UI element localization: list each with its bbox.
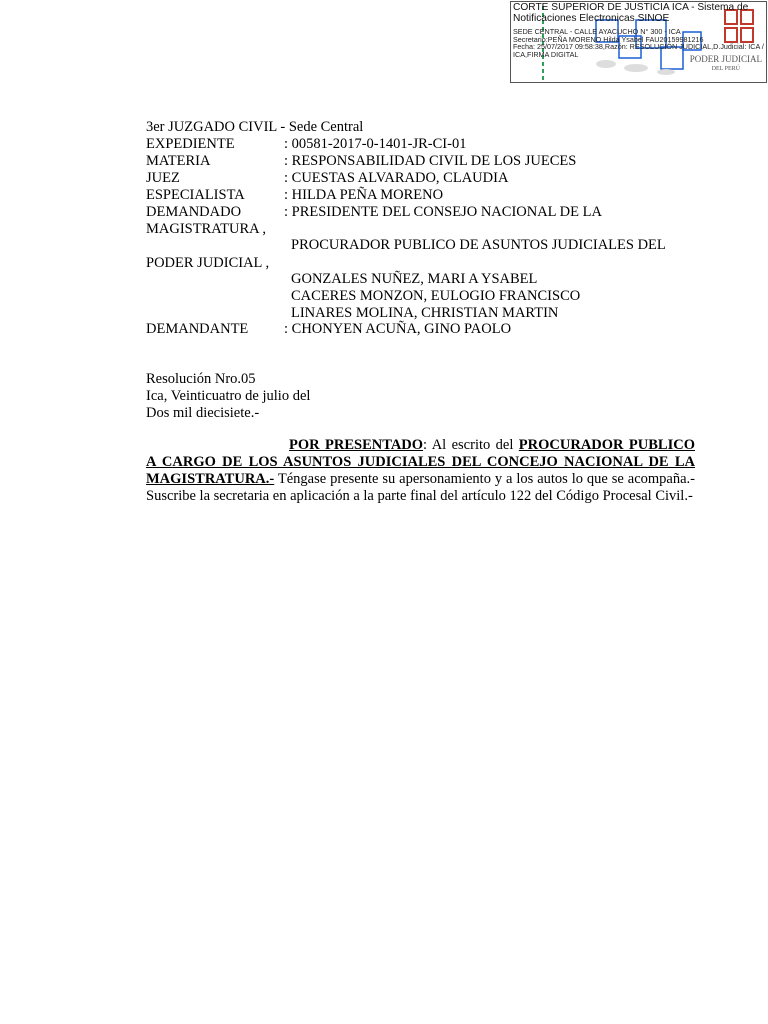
logo-sub: DEL PERÚ	[711, 66, 740, 72]
field-label-juez: JUEZ	[146, 170, 180, 186]
case-header	[146, 119, 363, 136]
stamp-line-address: SEDE CENTRAL - CALLE AYACUCHO N° 300 - ICA	[513, 27, 681, 36]
resolution-block	[146, 371, 310, 422]
poder-judicial-logo	[690, 54, 762, 74]
demandado-item-4: CACERES MONZON, EULOGIO FRANCISCO	[291, 288, 581, 304]
party-name-bold: PROCURADOR PUBLICO A CARGO DE LOS ASUNTOS JUDICIALES DEL CONCEJO NACIONAL DE LA MAGISTRATURA.-	[146, 437, 695, 487]
demandado-continuation-1: MAGISTRATURA ,	[146, 221, 267, 237]
field-label-demandante: DEMANDANTE	[146, 321, 249, 337]
resolution-number: Resolución Nro.05	[146, 371, 256, 387]
field-value-demandado: : PRESIDENTE DEL CONSEJO NACIONAL DE LA	[284, 204, 602, 220]
field-value-materia: : RESPONSABILIDAD CIVIL DE LOS JUECES	[284, 153, 577, 169]
stamp-line-date: Fecha: 25/07/2017 09:58:38,Razón: RESOLUCIÓN JUDICIAL,D.Judicial: ICA / ICA,FIRMA DIGITAL	[513, 42, 764, 59]
field-value-demandante: : CHONYEN ACUÑA, GINO PAOLO	[284, 321, 512, 337]
demandante-row	[146, 321, 248, 338]
lead-phrase: POR PRESENTADO	[289, 437, 424, 453]
demandado-item-5: LINARES MOLINA, CHRISTIAN MARTIN	[291, 305, 559, 321]
stamp-line-secretary: Secretario:PEÑA MORENO Hilda Ysabel FAU20159981216	[513, 34, 704, 44]
field-label-materia: MATERIA	[146, 153, 211, 169]
demandado-continuation-2: PODER JUDICIAL ,	[146, 255, 270, 271]
field-value-juez: : CUESTAS ALVARADO, CLAUDIA	[284, 170, 509, 186]
lead-connector: : Al escrito del	[423, 437, 519, 453]
field-value-especialista: : HILDA PEÑA MORENO	[284, 187, 444, 203]
logo-name: PODER JUDICIAL	[689, 54, 762, 64]
body-rest: Téngase presente su apersonamiento y a los autos lo que se acompaña.- Suscribe la secretaria en aplicación a la parte final del artículo 122 del Código Procesal Civil.-	[146, 471, 695, 504]
field-value-expediente: : 00581-2017-0-1401-JR-CI-01	[284, 136, 467, 152]
resolution-date-line1: Ica, Veinticuatro de julio del	[146, 388, 311, 404]
demandado-item-2: PROCURADOR PUBLICO DE ASUNTOS JUDICIALES DEL	[291, 237, 666, 253]
field-label-demandado: DEMANDADO	[146, 204, 242, 220]
court-name: 3er JUZGADO CIVIL - Sede Central	[146, 119, 364, 135]
resolution-date-line2: Dos mil diecisiete.-	[146, 405, 260, 421]
digital-signature-stamp	[510, 1, 767, 83]
field-label-expediente: EXPEDIENTE	[146, 136, 235, 152]
stamp-title: CORTE SUPERIOR DE JUSTICIA ICA - Sistema de Notificaciones Electronicas SINOE	[513, 2, 749, 24]
resolution-body	[146, 437, 695, 505]
case-fields	[146, 136, 706, 336]
field-label-especialista: ESPECIALISTA	[146, 187, 245, 203]
demandado-item-3: GONZALES NUÑEZ, MARI A YSABEL	[291, 271, 538, 287]
